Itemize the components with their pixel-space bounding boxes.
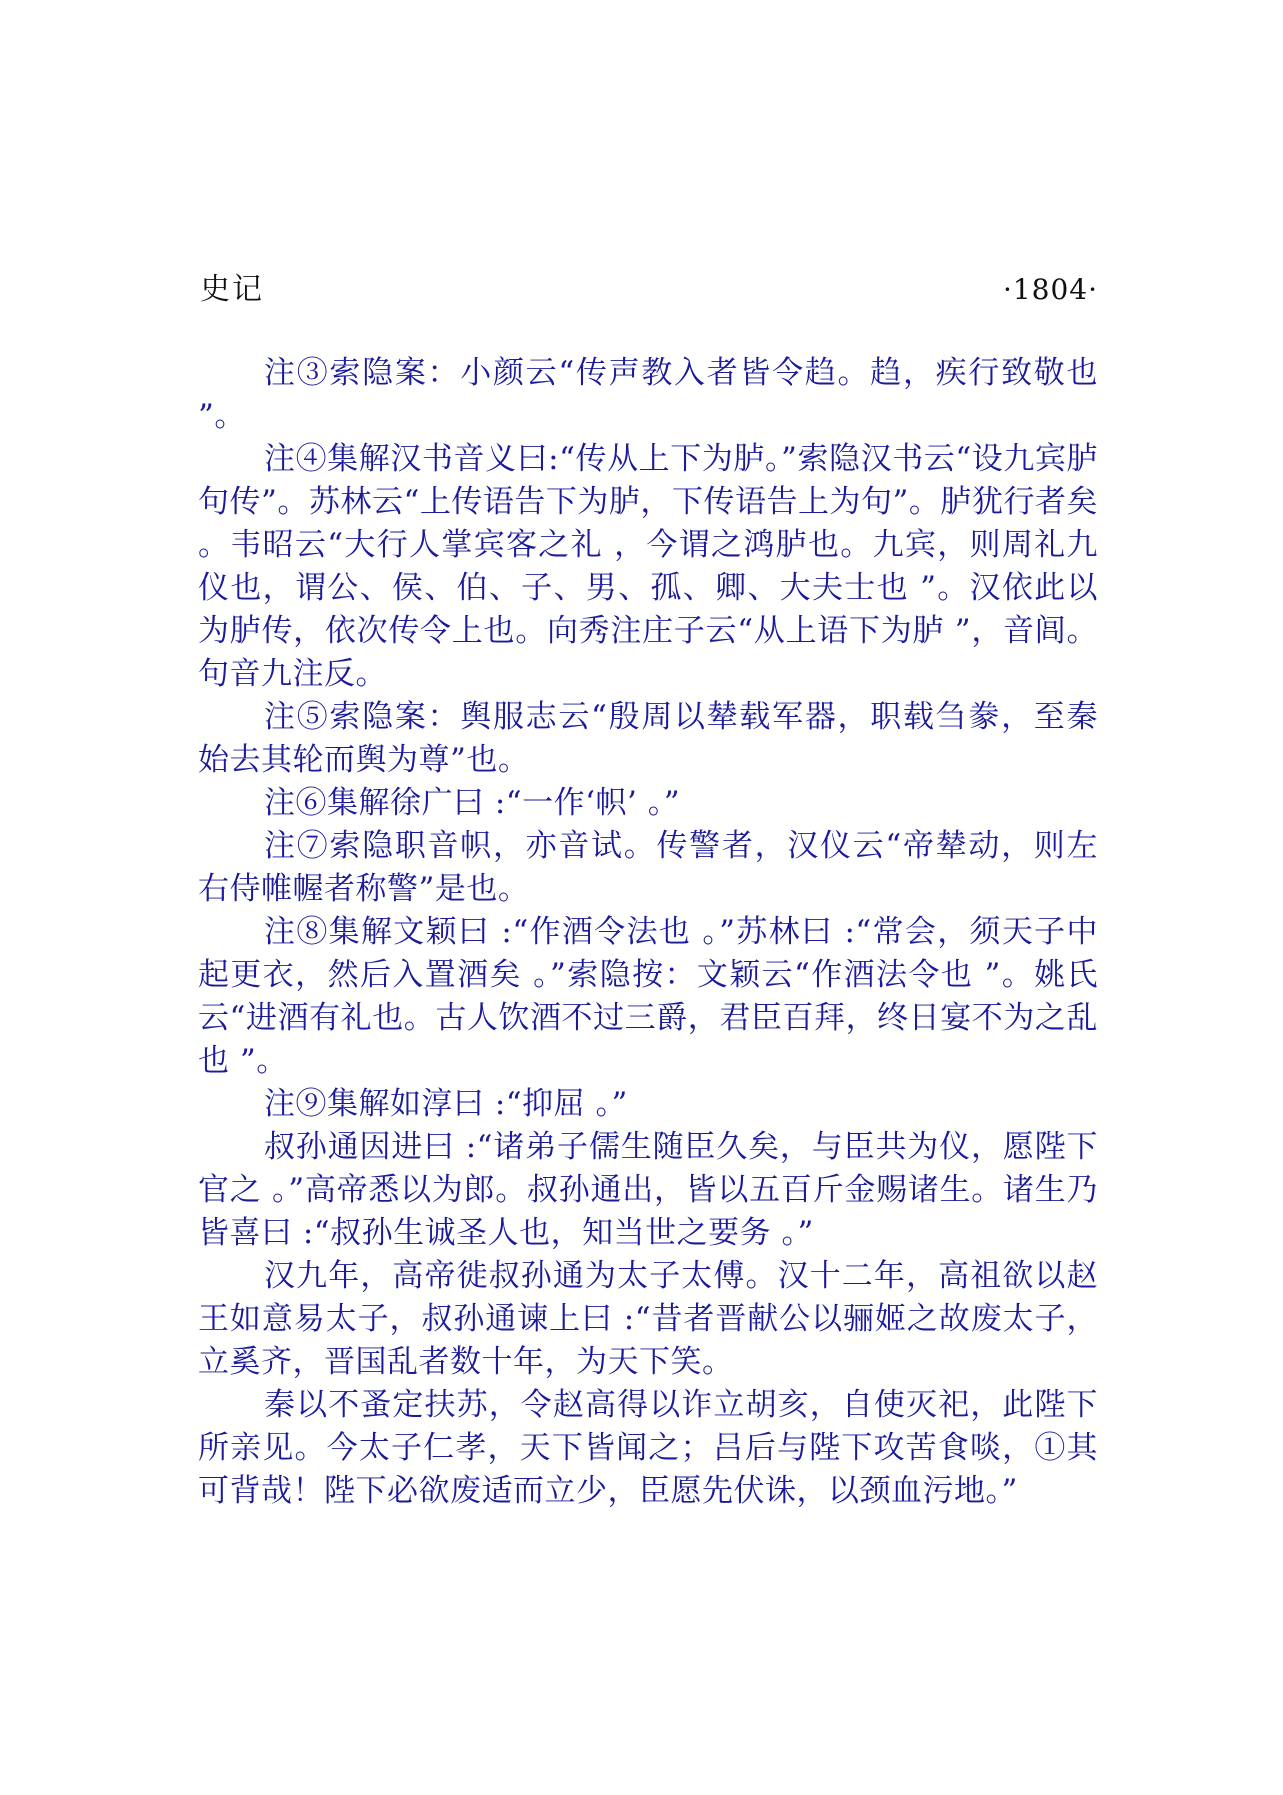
note-4-paragraph: 注④集解汉书音义曰:“传从上下为胪。”索隐汉书云“设九宾胪句传”。苏林云“上传语告下为胪，下传语告上为句”。胪犹行者矣 。韦昭云“大行人掌宾客之礼 ，今谓之鸿胪也。九宾，则周礼九仪也，谓公、侯、伯、子、男、孤、卿、大夫士也 ”。汉依此以为胪传，依次传令上也。向秀注庄子云“从上语下为胪 ”，音闾。句音九注反。 bbox=[198, 441, 1098, 692]
main-text-paragraph: 秦以不蚤定扶苏，令赵高得以诈立胡亥，自使灭祀，此陛下所亲见。今太子仁孝，天下皆闻之；吕后与陛下攻苦食啖，①其可背哉！陛下必欲废适而立少，臣愿先伏诛，以颈血污地。” bbox=[198, 1387, 1098, 1509]
note-3-paragraph: 注③索隐案：小颜云“传声教入者皆令趋。趋，疾行致敬也 ”。 bbox=[198, 355, 1098, 434]
note-5-paragraph: 注⑤索隐案：舆服志云“殷周以辇载军器，职载刍豢，至秦始去其轮而舆为尊”也。 bbox=[198, 699, 1098, 778]
book-title: 史记 bbox=[200, 272, 264, 307]
note-7-paragraph: 注⑦索隐职音帜，亦音试。传警者，汉仪云“帝辇动，则左右侍帷幄者称警”是也。 bbox=[198, 828, 1098, 907]
note-9-paragraph: 注⑨集解如淳曰 :“抑屈 。” bbox=[264, 1086, 628, 1122]
main-text-paragraph: 叔孙通因进曰 :“诸弟子儒生随臣久矣，与臣共为仪，愿陛下官之 。”高帝悉以为郎。叔孙通出，皆以五百斤金赐诸生。诸生乃皆喜曰 :“叔孙生诚圣人也，知当世之要务 。” bbox=[198, 1129, 1098, 1251]
note-8-paragraph: 注⑧集解文颖曰 :“作酒令法也 。”苏林曰 :“常会，须天子中起更衣，然后入置酒矣 。”索隐按：文颖云“作酒法令也 ”。姚氏云“进酒有礼也。古人饮酒不过三爵，君臣百拜，终日宴不为之乱也 ”。 bbox=[198, 914, 1098, 1079]
body-text bbox=[198, 352, 1098, 1513]
running-head bbox=[200, 268, 1098, 312]
note-6-paragraph: 注⑥集解徐广曰 :“一作‘帜’ 。” bbox=[264, 785, 681, 821]
page-number: ·1804· bbox=[1002, 273, 1098, 306]
main-text-paragraph: 汉九年，高帝徙叔孙通为太子太傅。汉十二年，高祖欲以赵王如意易太子，叔孙通谏上曰 :“昔者晋献公以骊姬之故废太子，立奚齐，晋国乱者数十年，为天下笑。 bbox=[198, 1258, 1098, 1380]
